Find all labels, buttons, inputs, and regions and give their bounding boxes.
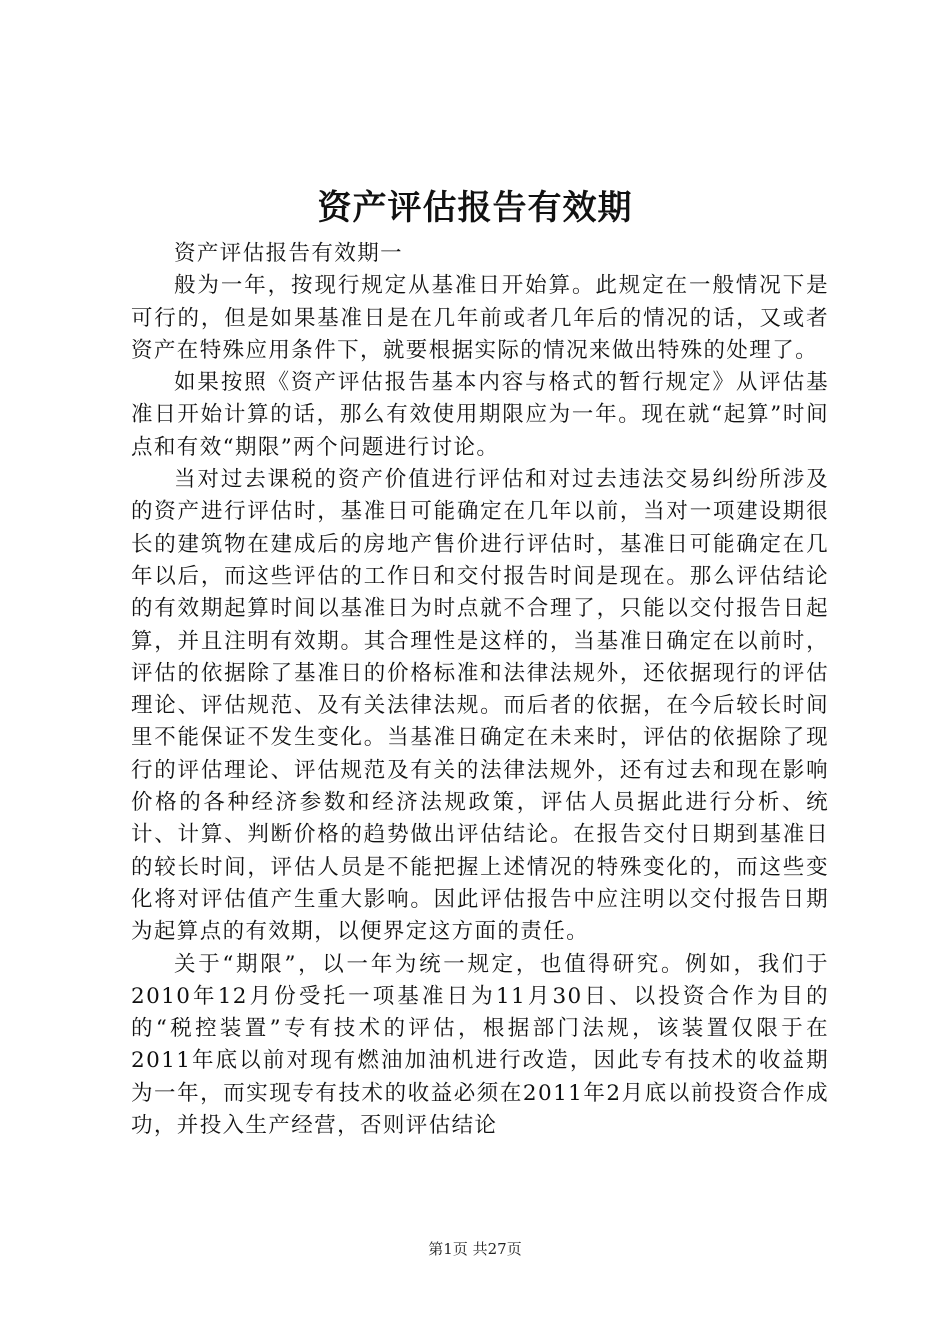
document-body [131,238,829,1142]
paragraph: 当对过去课税的资产价值进行评估和对过去违法交易纠纷所涉及的资产进行评估时，基准日可能确定在几年以前，当对一项建设期很长的建筑物在建成后的房地产售价进行评估时，基准日可能确定在几年以后，而这些评估的工作日和交付报告时间是现在。那么评估结论的有效期起算时间以基准日为时点就不合理了，只能以交付报告日起算，并且注明有效期。其合理性是这样的，当基准日确定在以前时，评估的依据除了基准日的价格标准和法律法规外，还依据现行的评估理论、评估规范、及有关法律法规。而后者的依据，在今后较长时间里不能保证不发生变化。当基准日确定在未来时，评估的依据除了现行的评估理论、评估规范及有关的法律法规外，还有过去和现在影响价格的各种经济参数和经济法规政策，评估人员据此进行分析、统计、计算、判断价格的趋势做出评估结论。在报告交付日期到基准日的较长时间，评估人员是不能把握上述情况的特殊变化的，而这些变化将对评估值产生重大影响。因此评估报告中应注明以交付报告日期为起算点的有效期，以便界定这方面的责任。 [131,467,829,945]
paragraph: 关于“期限”，以一年为统一规定，也值得研究。例如，我们于2010年12月份受托一项基准日为11月30日、以投资合作为目的的“税控装置”专有技术的评估，根据部门法规，该装置仅限于在2011年底以前对现有燃油加油机进行改造，因此专有技术的收益期为一年，而实现专有技术的收益必须在2011年2月底以前投资合作成功，并投入生产经营，否则评估结论 [131,951,829,1139]
paragraph: 般为一年，按现行规定从基准日开始算。此规定在一般情况下是可行的，但是如果基准日是在几年前或者几年后的情况的话，又或者资产在特殊应用条件下，就要根据实际的情况来做出特殊的处理了。 [131,273,829,363]
paragraph: 资产评估报告有效期一 [174,241,404,266]
document-title: 资产评估报告有效期 [317,188,633,228]
page-number-footer: 第1页 共27页 [428,1240,522,1258]
paragraph: 如果按照《资产评估报告基本内容与格式的暂行规定》从评估基准日开始计算的话，那么有效使用期限应为一年。现在就“起算”时间点和有效“期限”两个问题进行讨论。 [131,370,829,460]
